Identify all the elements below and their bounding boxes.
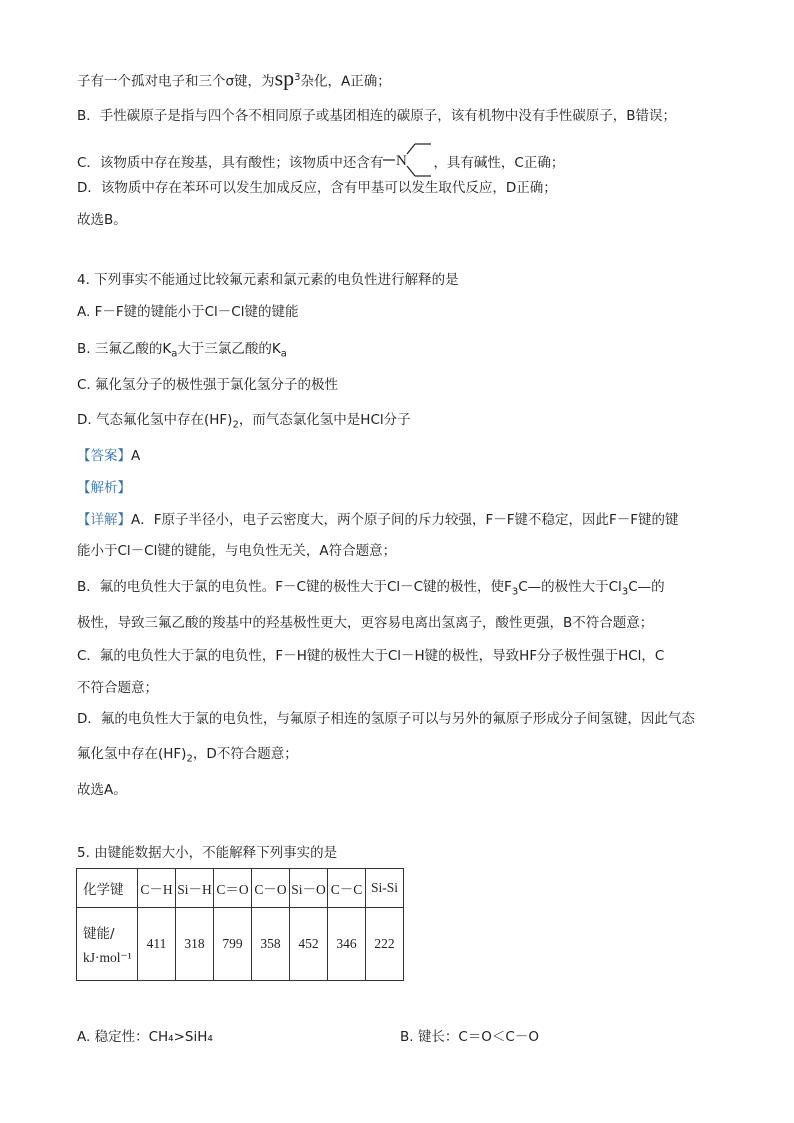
table-header-cell: 化学键	[77, 869, 138, 908]
table-header-row	[77, 869, 404, 908]
q4-detail-4: 极性，导致三氟乙酸的羧基中的羟基极性更大，更容易电离出氢离子，酸性更强，B不符合题意；	[77, 615, 654, 631]
table-header-cell: Si－O	[290, 869, 328, 908]
table-cell: 411	[138, 908, 176, 981]
analysis-line-2: B．手性碳原子是指与四个各不相同原子或基团相连的碳原子，该有机物中没有手性碳原子，B错误；	[77, 108, 677, 124]
sub: 3	[621, 586, 629, 598]
amine-n-label: N	[396, 153, 408, 169]
text: 氟化氢中存在(HF)	[77, 746, 187, 762]
q5-stem: 5. 由键能数据大小，不能解释下列事实的是	[77, 845, 338, 861]
table-header-cell: C－O	[252, 869, 290, 908]
text: 大于三氯乙酸的K	[177, 341, 281, 357]
q4-answer	[77, 446, 140, 466]
table-header-cell: C－C	[328, 869, 366, 908]
text: B. 三氟乙酸的K	[77, 341, 172, 357]
table-cell: 222	[366, 908, 404, 981]
q4-analysis-label	[77, 478, 131, 498]
sub: 3	[511, 586, 519, 598]
q4-detail-6: 不符合题意；	[77, 680, 158, 696]
text: C—的	[628, 579, 665, 595]
detail-label: 【详解】	[77, 512, 131, 528]
row-label-line: 键能/	[83, 926, 115, 942]
analysis-label: 【解析】	[77, 480, 131, 496]
table-cell: 318	[176, 908, 214, 981]
table-cell: 452	[290, 908, 328, 981]
sub: a	[280, 348, 287, 360]
table-cell: 358	[252, 908, 290, 981]
q4-detail-7: D．氟的电负性大于氯的电负性，与氟原子相连的氢原子可以与另外的氟原子形成分子间氢键，因此气态	[77, 711, 695, 727]
q4-conclusion: 故选A。	[77, 782, 127, 798]
table-row	[77, 908, 404, 981]
q4-detail-5: C．氟的电负性大于氯的电负性，F－H键的极性大于Cl－H键的极性，导致HF分子极性强于HCl，C	[77, 648, 665, 664]
q4-option-c: C. 氟化氢分子的极性强于氯化氢分子的极性	[77, 377, 339, 393]
text: A．F原子半径小，电子云密度大，两个原子间的斥力较强，F－F键不稳定，因此F－F键的键	[131, 512, 679, 528]
text: C．该物质中存在羧基，具有酸性；该物质中还含有	[77, 155, 384, 171]
table-cell: 799	[214, 908, 252, 981]
hybrid-sup: 3	[294, 72, 301, 83]
row-label-unit: kJ·mol⁻¹	[83, 950, 132, 965]
q5-option-b: B. 键长：C＝O＜C－O	[400, 1029, 539, 1045]
table-header-cell: Si-Si	[366, 869, 404, 908]
hybrid-sp: sp	[274, 65, 295, 91]
text: D. 气态氟化氢中存在(HF)	[77, 412, 233, 428]
text: 子有一个孤对电子和三个σ键，为	[77, 73, 275, 90]
table-header-cell: C＝O	[214, 869, 252, 908]
text: ，而气态氯化氢中是HCl分子	[238, 412, 411, 428]
sub: 2	[186, 753, 193, 765]
q4-stem: 4. 下列事实不能通过比较氟元素和氯元素的电负性进行解释的是	[77, 272, 459, 288]
q4-option-a: A. F－F键的键能小于Cl－Cl键的键能	[77, 304, 299, 320]
text: B．氟的电负性大于氯的电负性。F－C键的极性大于Cl－C键的极性，使F	[77, 579, 512, 595]
q4-detail-1	[77, 510, 679, 530]
text: ，D不符合题意；	[192, 746, 298, 762]
text: C—的极性大于Cl	[518, 579, 622, 595]
q4-option-d	[77, 410, 411, 436]
q4-detail-2: 能小于Cl－Cl键的键能，与电负性无关，A符合题意；	[77, 543, 397, 559]
answer-label: 【答案】	[77, 448, 131, 464]
text: ，具有碱性，C正确；	[433, 155, 565, 171]
q4-option-b	[77, 339, 287, 365]
table-header-cell: Si－H	[176, 869, 214, 908]
sub: a	[171, 348, 178, 360]
table-row-label	[77, 908, 138, 981]
table-header-cell: C－H	[138, 869, 176, 908]
q4-detail-8	[77, 744, 298, 770]
table-cell: 346	[328, 908, 366, 981]
answer-value: A	[131, 448, 141, 464]
sub: 2	[232, 419, 239, 431]
bond-energy-table	[76, 868, 404, 981]
text: 杂化，A正确；	[300, 73, 391, 90]
analysis-line-1	[77, 65, 391, 92]
q4-detail-3	[77, 577, 665, 603]
analysis-line-5: 故选B。	[77, 212, 127, 228]
q5-option-a: A. 稳定性：CH₄>SiH₄	[77, 1029, 213, 1045]
analysis-line-4: D．该物质中存在苯环可以发生加成反应，含有甲基可以发生取代反应，D正确；	[77, 180, 557, 196]
